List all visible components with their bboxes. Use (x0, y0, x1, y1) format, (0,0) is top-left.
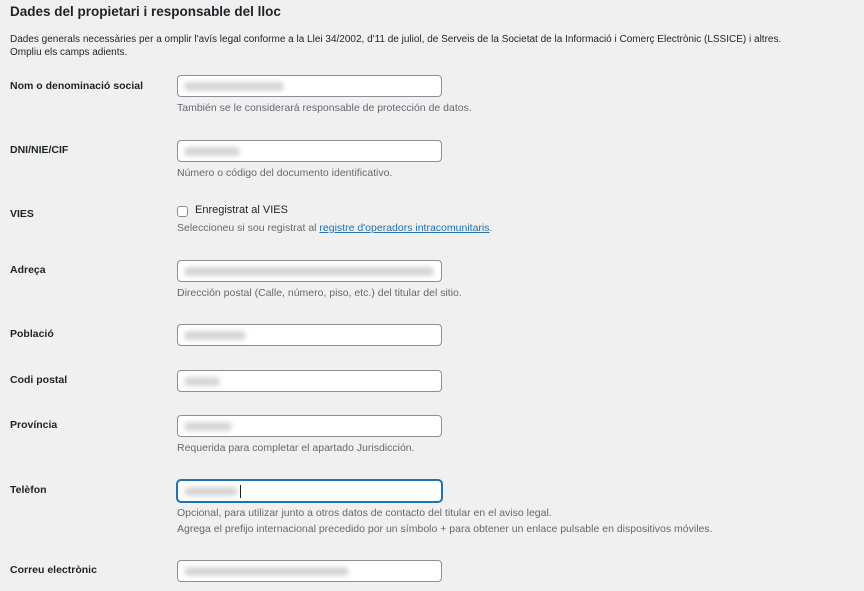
email-input[interactable] (177, 560, 442, 582)
name-input[interactable] (177, 75, 442, 97)
vies-checkbox-label[interactable]: Enregistrat al VIES (195, 204, 288, 216)
vies-registry-link[interactable]: registre d'operadors intracomunitaris (319, 222, 490, 234)
city-input[interactable] (177, 324, 442, 346)
dni-label: DNI/NIE/CIF (10, 144, 69, 156)
vies-label: VIES (10, 208, 34, 220)
phone-description (177, 506, 713, 537)
postal-code-input[interactable] (177, 370, 442, 392)
intro-line-2: Ompliu els camps adients. (10, 47, 128, 58)
address-description: Dirección postal (Calle, número, piso, etc.) del titular del sitio. (177, 287, 462, 299)
province-input-redacted-value (184, 422, 232, 431)
province-description: Requerida para completar el apartado Jurisdicción. (177, 442, 415, 454)
email-input-redacted-value (184, 567, 349, 576)
province-label: Província (10, 419, 58, 431)
section-intro (10, 33, 850, 59)
phone-description-line-2: Agrega el prefijo internacional precedido por un símbolo + para obtener un enlace pulsable en dispositivos móviles. (177, 522, 713, 535)
postal-code-input-redacted-value (184, 377, 220, 386)
name-label: Nom o denominació social (10, 80, 144, 92)
vies-description (177, 221, 492, 237)
city-label: Població (10, 328, 54, 340)
address-input[interactable] (177, 260, 442, 282)
dni-input[interactable] (177, 140, 442, 162)
province-input[interactable] (177, 415, 442, 437)
vies-description-prefix: Seleccioneu si sou registrat al (177, 222, 320, 234)
section-title: Dades del propietari i responsable del lloc (10, 4, 281, 19)
intro-line-1: Dades generals necessàries per a omplir l'avís legal conforme a la Llei 34/2002, d'11 de juliol, de Serveis de la Societat de la Informació i Comerç Electrònic (LSSICE) i altres. (10, 34, 782, 45)
phone-label: Telèfon (10, 484, 47, 496)
email-label: Correu electrònic (10, 564, 97, 576)
dni-description: Número o código del documento identificativo. (177, 167, 393, 179)
vies-checkbox[interactable] (177, 206, 188, 217)
text-caret (240, 485, 241, 498)
phone-description-line-1: Opcional, para utilizar junto a otros datos de contacto del titular en el aviso legal. (177, 507, 552, 519)
dni-input-redacted-value (184, 147, 240, 156)
city-input-redacted-value (184, 331, 246, 340)
address-input-redacted-value (184, 267, 434, 276)
vies-description-suffix: . (489, 222, 493, 234)
name-description: También se le considerará responsable de protección de datos. (177, 102, 472, 114)
name-input-redacted-value (184, 82, 284, 91)
phone-input[interactable] (177, 480, 442, 502)
phone-input-redacted-value (184, 487, 238, 496)
address-label: Adreça (10, 264, 46, 276)
postal-code-label: Codi postal (10, 374, 68, 386)
